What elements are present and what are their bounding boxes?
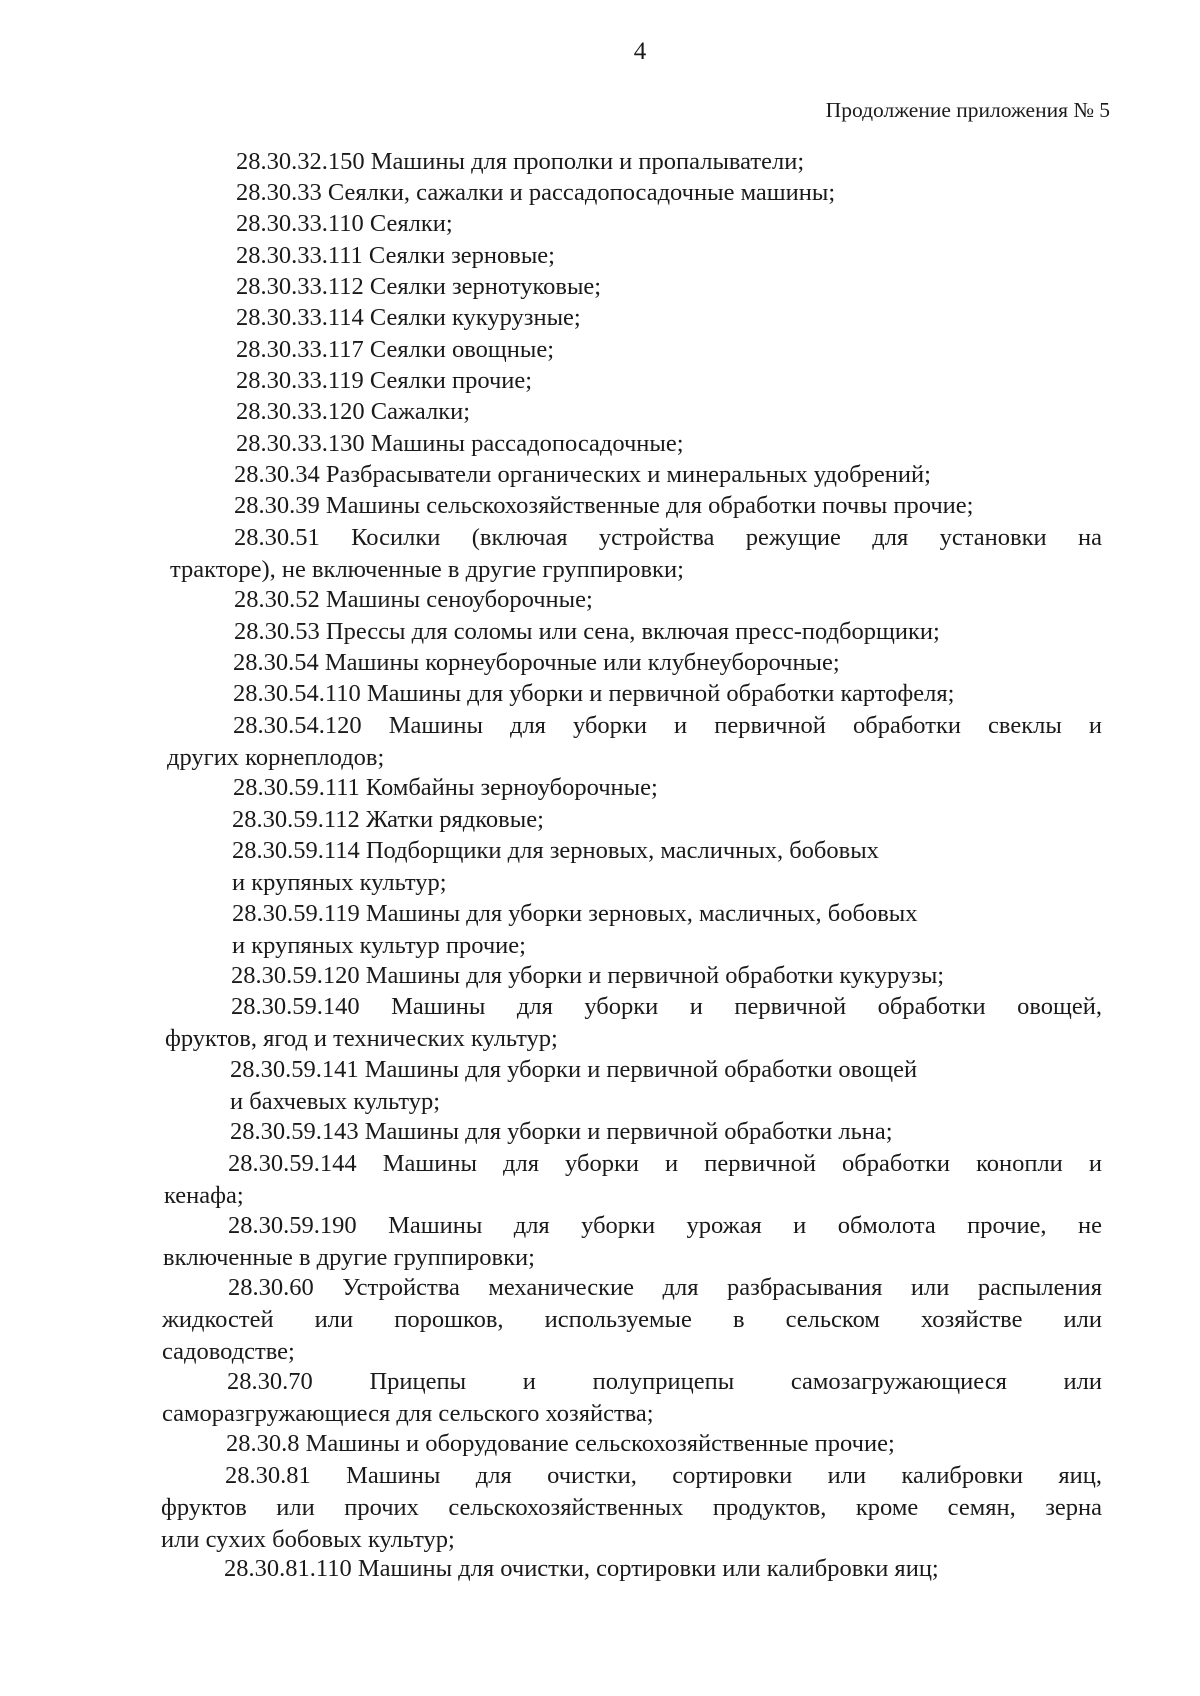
entry-line: 28.30.54.110 Машины для уборки и первичной обработки картофеля; <box>233 680 955 707</box>
entry-line: 28.30.34 Разбрасыватели органических и минеральных удобрений; <box>234 461 931 488</box>
entry-line: 28.30.59.141 Машины для уборки и первичной обработки овощей <box>230 1056 918 1083</box>
entry-line: 28.30.33.120 Сажалки; <box>236 398 471 425</box>
classification-entry <box>232 836 1102 900</box>
classification-entry <box>230 1117 1102 1149</box>
entry-line: 28.30.33.114 Сеялки кукурузные; <box>236 304 581 331</box>
entry-line: 28.30.33 Сеялки, сажалки и рассадопосадочные машины; <box>236 179 836 206</box>
classification-entry <box>233 648 1102 680</box>
entry-continuation-line: жидкостей или порошков, используемые в сельском хозяйстве или <box>162 1305 1102 1333</box>
entry-continuation-line: включенные в другие группировки; <box>163 1243 535 1271</box>
entry-continuation-line: тракторе), не включенные в другие группировки; <box>170 555 684 583</box>
classification-entry <box>164 1149 1102 1213</box>
classification-entry <box>236 429 1102 461</box>
classification-entry <box>232 805 1102 837</box>
entry-line: 28.30.59.143 Машины для уборки и первичной обработки льна; <box>230 1118 893 1145</box>
entry-line: 28.30.53 Прессы для соломы или сена, включая пресс-подборщики; <box>234 618 940 645</box>
entry-continuation-line: и крупяных культур; <box>232 868 447 896</box>
entry-line: 28.30.59.114 Подборщики для зерновых, масличных, бобовых <box>232 837 879 864</box>
classification-entry <box>162 1367 1102 1431</box>
entry-line: 28.30.60 Устройства механические для разбрасывания или распыления <box>228 1274 1102 1301</box>
entry-line: 28.30.81 Машины для очистки, сортировки или калибровки яиц, <box>225 1462 1102 1489</box>
entry-line: 28.30.59.120 Машины для уборки и первичной обработки кукурузы; <box>231 962 945 989</box>
classification-entry <box>234 491 1102 523</box>
entry-line: 28.30.39 Машины сельскохозяйственные для обработки почвы прочие; <box>234 492 974 519</box>
classification-entry <box>170 523 1102 587</box>
classification-entry <box>234 617 1102 649</box>
classification-entry <box>162 1273 1102 1368</box>
entry-line: 28.30.33.119 Сеялки прочие; <box>236 367 533 394</box>
entry-line: 28.30.70 Прицепы и полуприцепы самозагружающиеся или <box>227 1368 1102 1395</box>
entry-continuation-line: кенафа; <box>164 1181 244 1209</box>
classification-entry <box>161 1461 1102 1556</box>
entry-line: 28.30.8 Машины и оборудование сельскохозяйственные прочие; <box>226 1430 895 1457</box>
entry-continuation-line: или сухих бобовых культур; <box>161 1525 455 1553</box>
entry-line: 28.30.51 Косилки (включая устройства режущие для установки на <box>234 524 1102 551</box>
entry-continuation-line: и бахчевых культур; <box>230 1087 441 1115</box>
classification-entry <box>226 1429 1102 1461</box>
entry-line: 28.30.33.117 Сеялки овощные; <box>236 336 555 363</box>
entry-line: 28.30.59.112 Жатки рядковые; <box>232 806 544 833</box>
entry-line: 28.30.33.110 Сеялки; <box>236 210 453 237</box>
entry-continuation-line: фруктов, ягод и технических культур; <box>165 1024 558 1052</box>
classification-entry <box>236 366 1102 398</box>
continuation-label: Продолжение приложения № 5 <box>825 98 1110 122</box>
entry-line: 28.30.59.190 Машины для уборки урожая и обмолота прочие, не <box>228 1212 1102 1239</box>
entry-line: 28.30.81.110 Машины для очистки, сортировки или калибровки яиц; <box>224 1555 939 1582</box>
entry-line: 28.30.59.111 Комбайны зерноуборочные; <box>233 774 658 801</box>
entry-continuation-line: саморазгружающиеся для сельского хозяйства; <box>162 1399 654 1427</box>
entry-continuation-line: фруктов или прочих сельскохозяйственных продуктов, кроме семян, зерна <box>161 1493 1102 1521</box>
classification-entry <box>231 961 1102 993</box>
classification-entry <box>233 679 1102 711</box>
classification-entry <box>234 585 1102 617</box>
classification-entry <box>165 992 1102 1056</box>
page-number: 4 <box>633 38 647 65</box>
classification-entry <box>232 899 1102 963</box>
classification-entry <box>167 711 1102 775</box>
entry-line: 28.30.54.120 Машины для уборки и первичной обработки свеклы и <box>233 712 1102 739</box>
classification-entry <box>234 460 1102 492</box>
entry-continuation-line: и крупяных культур прочие; <box>232 931 526 959</box>
classification-entry <box>236 272 1102 304</box>
classification-entry <box>224 1554 1102 1586</box>
entry-line: 28.30.33.130 Машины рассадопосадочные; <box>236 430 684 457</box>
entry-line: 28.30.52 Машины сеноуборочные; <box>234 586 593 613</box>
entry-line: 28.30.33.111 Сеялки зерновые; <box>236 242 555 269</box>
entry-line: 28.30.59.144 Машины для уборки и первичной обработки конопли и <box>228 1150 1102 1177</box>
classification-entry <box>163 1211 1102 1275</box>
classification-entry <box>236 147 1102 179</box>
classification-entry <box>233 773 1102 805</box>
classification-entry <box>230 1055 1102 1119</box>
classification-entry <box>236 209 1102 241</box>
entry-continuation-line: садоводстве; <box>162 1337 295 1365</box>
entry-line: 28.30.33.112 Сеялки зернотуковые; <box>236 273 602 300</box>
entry-line: 28.30.59.119 Машины для уборки зерновых, масличных, бобовых <box>232 900 918 927</box>
classification-entry <box>236 303 1102 335</box>
entry-continuation-line: других корнеплодов; <box>167 743 385 771</box>
classification-entry <box>236 397 1102 429</box>
classification-entry <box>236 241 1102 273</box>
entry-line: 28.30.54 Машины корнеуборочные или клубнеуборочные; <box>233 649 840 676</box>
entry-line: 28.30.32.150 Машины для прополки и пропалыватели; <box>236 148 805 175</box>
classification-entry <box>236 335 1102 367</box>
classification-entry <box>236 178 1102 210</box>
entry-line: 28.30.59.140 Машины для уборки и первичной обработки овощей, <box>231 993 1102 1020</box>
